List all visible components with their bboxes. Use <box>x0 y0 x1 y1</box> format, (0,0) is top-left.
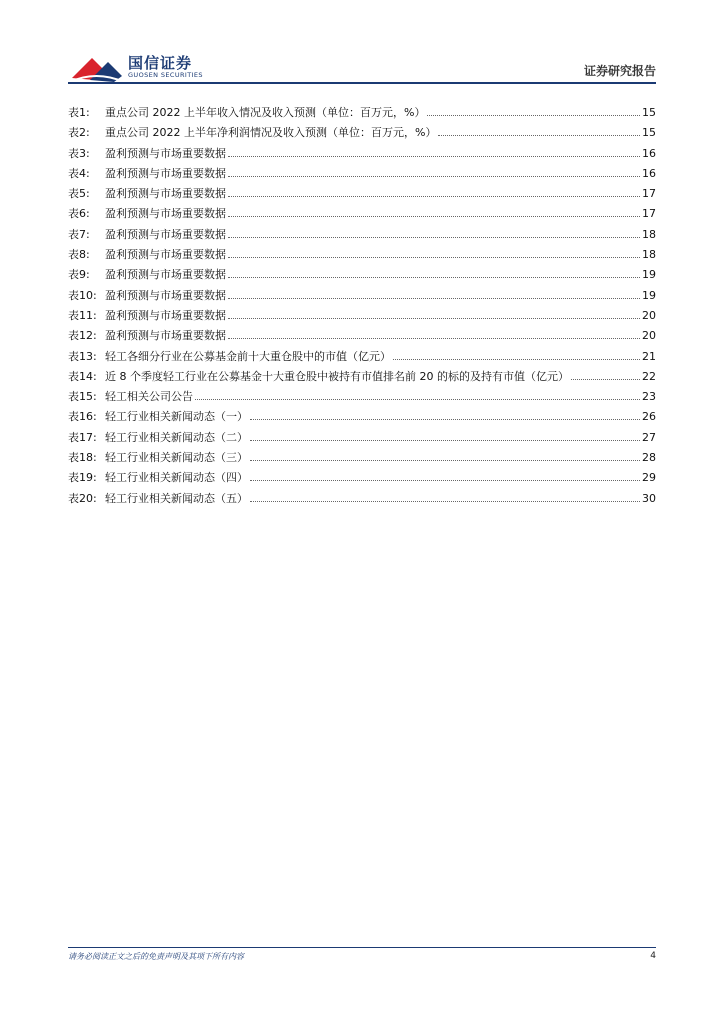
toc-entry-page: 26 <box>642 410 656 424</box>
toc-entry-label: 表7: <box>68 227 90 241</box>
toc-dot-leader <box>250 419 640 420</box>
toc-entry-title: 轻工行业相关新闻动态（三） <box>105 451 248 465</box>
toc-entry-label: 表15: <box>68 390 97 404</box>
toc-entry-page: 17 <box>642 187 656 201</box>
toc-entry-page: 18 <box>642 227 656 241</box>
toc-dot-leader <box>250 440 640 441</box>
toc-entry-title: 轻工各细分行业在公募基金前十大重仓股中的市值（亿元） <box>105 349 391 363</box>
toc-dot-leader <box>571 379 640 380</box>
toc-entry[interactable] <box>68 348 656 368</box>
toc-entry-label: 表14: <box>68 369 97 383</box>
toc-entry-title: 盈利预测与市场重要数据 <box>105 308 226 322</box>
toc-dot-leader <box>195 399 640 400</box>
toc-entry-label: 表8: <box>68 248 90 262</box>
brand-name-en: GUOSEN SECURITIES <box>128 71 203 79</box>
toc-entry-page: 18 <box>642 248 656 262</box>
toc-entry-page: 29 <box>642 471 656 485</box>
toc-entry-label: 表12: <box>68 329 97 343</box>
toc-entry-page: 20 <box>642 329 656 343</box>
toc-entry-page: 15 <box>642 106 656 119</box>
toc-entry-page: 23 <box>642 390 656 404</box>
toc-entry-title: 轻工行业相关新闻动态（四） <box>105 471 248 485</box>
toc-entry[interactable] <box>68 469 656 489</box>
toc-entry-label: 表17: <box>68 430 97 444</box>
toc-entry-page: 17 <box>642 207 656 221</box>
toc-entry-title: 盈利预测与市场重要数据 <box>105 248 226 262</box>
toc-entry-title: 盈利预测与市场重要数据 <box>105 227 226 241</box>
toc-dot-leader <box>250 460 640 461</box>
toc-entry-title: 重点公司 2022 上半年净利润情况及收入预测（单位：百万元，%） <box>105 126 437 140</box>
toc-dot-leader <box>250 501 640 502</box>
toc-dot-leader <box>228 156 640 157</box>
toc-entry-label: 表4: <box>68 166 90 180</box>
toc-entry-title: 盈利预测与市场重要数据 <box>105 166 226 180</box>
toc-entry-label: 表9: <box>68 268 90 282</box>
toc-entry[interactable] <box>68 408 656 428</box>
toc-entry-title: 盈利预测与市场重要数据 <box>105 207 226 221</box>
toc-entry-title: 轻工行业相关新闻动态（五） <box>105 491 248 505</box>
toc-dot-leader <box>228 298 640 299</box>
toc-dot-leader <box>228 196 640 197</box>
toc-entry[interactable] <box>68 368 656 388</box>
header-divider <box>68 82 656 84</box>
brand-name-cn: 国信证券 <box>128 54 193 72</box>
toc-entry-label: 表3: <box>68 146 90 160</box>
toc-entry-label: 表16: <box>68 410 97 424</box>
toc-entry-label: 表20: <box>68 491 97 505</box>
toc-entry-title: 近 8 个季度轻工行业在公募基金十大重仓股中被持有市值排名前 20 的标的及持有市值（亿元） <box>105 369 569 383</box>
toc-entry-title: 盈利预测与市场重要数据 <box>105 288 226 302</box>
toc-entry-title: 轻工行业相关新闻动态（二） <box>105 430 248 444</box>
toc-dot-leader <box>393 359 640 360</box>
toc-entry[interactable] <box>68 287 656 307</box>
toc-entry[interactable] <box>68 490 656 510</box>
toc-entry-title: 盈利预测与市场重要数据 <box>105 146 226 160</box>
toc-dot-leader <box>228 318 640 319</box>
toc-entry[interactable] <box>68 307 656 327</box>
guosen-logo-icon <box>70 52 124 84</box>
toc-entry-label: 表19: <box>68 471 97 485</box>
toc-entry[interactable] <box>68 165 656 185</box>
toc-entry[interactable] <box>68 185 656 205</box>
toc-entry-title: 轻工相关公司公告 <box>105 390 193 404</box>
toc-entry-page: 16 <box>642 166 656 180</box>
toc-entry-page: 28 <box>642 451 656 465</box>
toc-entry[interactable] <box>68 266 656 286</box>
toc-entry-label: 表11: <box>68 308 97 322</box>
toc-entry-page: 19 <box>642 268 656 282</box>
toc-dot-leader <box>228 216 640 217</box>
toc-entry-label: 表5: <box>68 187 90 201</box>
toc-entry-page: 20 <box>642 308 656 322</box>
toc-entry-label: 表13: <box>68 349 97 363</box>
toc-entry[interactable] <box>68 327 656 347</box>
toc-entry-title: 盈利预测与市场重要数据 <box>105 329 226 343</box>
page-number: 4 <box>650 951 656 961</box>
toc-entry-page: 22 <box>642 369 656 383</box>
toc-entry-label: 表6: <box>68 207 90 221</box>
toc-entry[interactable] <box>68 226 656 246</box>
toc-entry[interactable] <box>68 429 656 449</box>
toc-dot-leader <box>228 176 640 177</box>
toc-dot-leader <box>438 135 640 136</box>
toc-entry[interactable] <box>68 246 656 266</box>
toc-entry[interactable] <box>68 145 656 165</box>
toc-entry-label: 表2: <box>68 126 90 140</box>
table-of-contents <box>68 104 656 510</box>
toc-dot-leader <box>228 237 640 238</box>
toc-entry[interactable] <box>68 449 656 469</box>
toc-entry-page: 16 <box>642 146 656 160</box>
toc-entry-title: 盈利预测与市场重要数据 <box>105 268 226 282</box>
report-type-label: 证券研究报告 <box>583 64 656 78</box>
toc-entry-title: 轻工行业相关新闻动态（一） <box>105 410 248 424</box>
toc-entry-page: 27 <box>642 430 656 444</box>
footer-disclaimer: 请务必阅读正文之后的免责声明及其项下所有内容 <box>68 952 244 961</box>
toc-entry-page: 21 <box>642 349 656 363</box>
toc-entry[interactable] <box>68 104 656 124</box>
page-header <box>0 0 724 90</box>
toc-entry-label: 表1: <box>68 106 90 119</box>
toc-dot-leader <box>427 115 640 116</box>
toc-entry-label: 表10: <box>68 288 97 302</box>
toc-entry[interactable] <box>68 205 656 225</box>
toc-dot-leader <box>250 480 640 481</box>
toc-entry[interactable] <box>68 124 656 144</box>
toc-entry-title: 重点公司 2022 上半年收入情况及收入预测（单位：百万元，%） <box>105 106 426 119</box>
toc-entry-page: 19 <box>642 288 656 302</box>
toc-entry-page: 15 <box>642 126 656 140</box>
toc-entry-title: 盈利预测与市场重要数据 <box>105 187 226 201</box>
toc-dot-leader <box>228 338 640 339</box>
footer-divider <box>68 947 656 948</box>
toc-entry-label: 表18: <box>68 451 97 465</box>
toc-entry[interactable] <box>68 388 656 408</box>
toc-entry-page: 30 <box>642 491 656 505</box>
toc-dot-leader <box>228 257 640 258</box>
guosen-logo <box>70 52 210 84</box>
toc-dot-leader <box>228 277 640 278</box>
